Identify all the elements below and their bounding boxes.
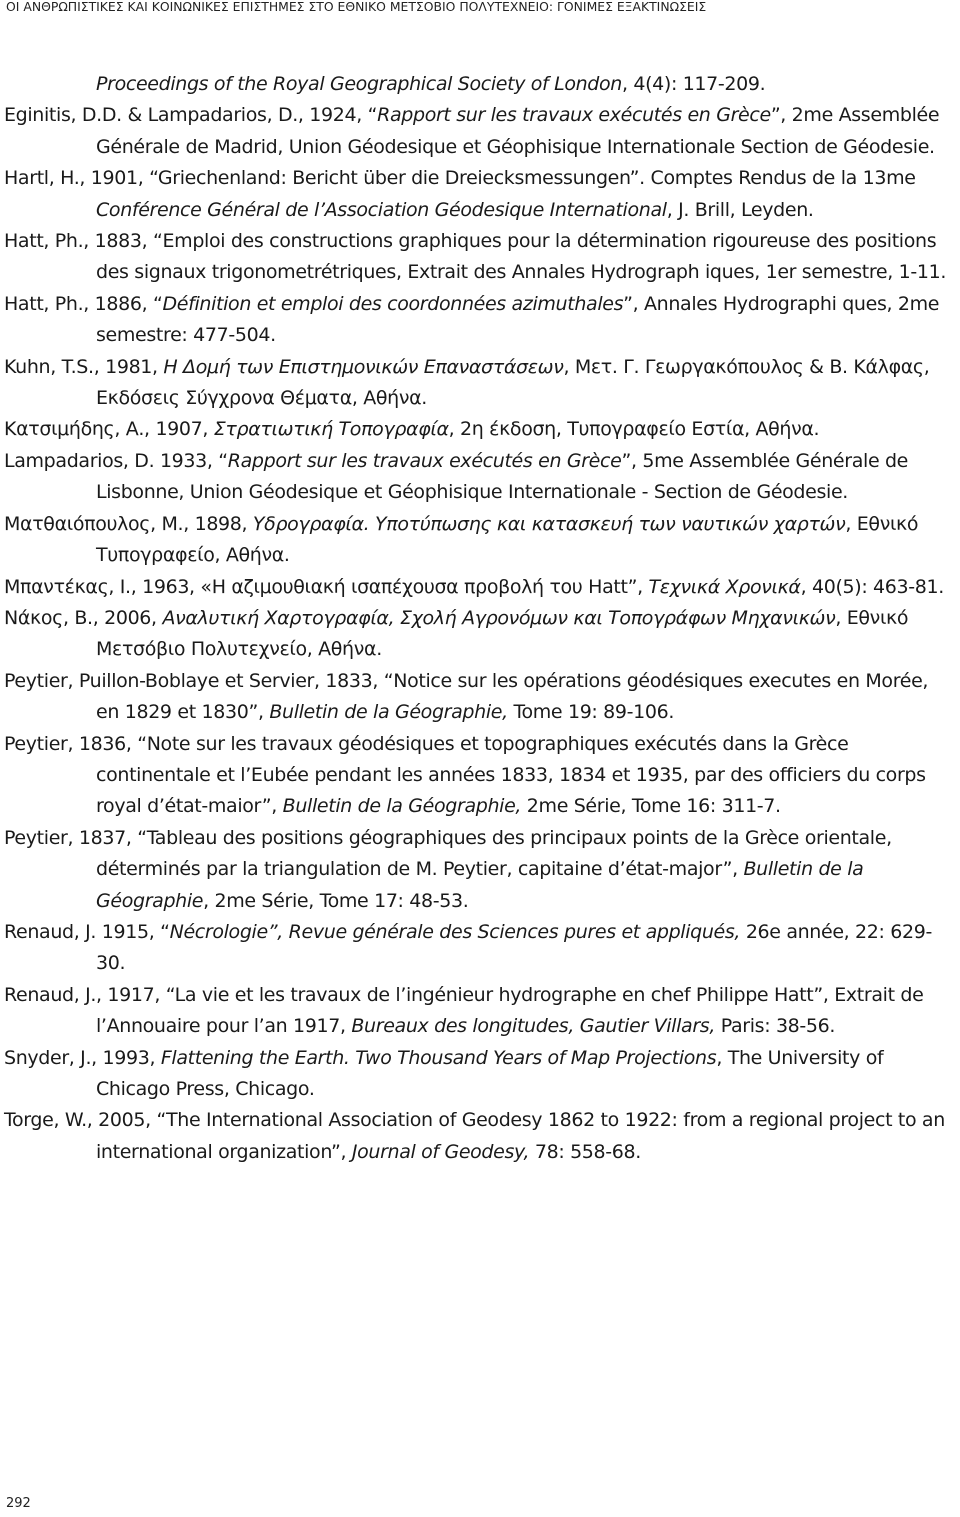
reference-text: Μπαντέκας, Ι., 1963, «Η αζιμουθιακή ισαπέχουσα προβολή του Hatt”, (4, 575, 649, 598)
reference-text: ”, Annales Hydrographi ques, 2me semestre: 477-504. (96, 292, 940, 347)
reference-entry (4, 289, 956, 352)
reference-text: Peytier, Puillon-Boblaye et Servier, 1833, “Notice sur les opérations géodésiques executes en Morée, en 1829 et 1830”, (4, 669, 929, 724)
reference-title-italic: Proceedings of the Royal Geographical Society of London (96, 73, 622, 95)
reference-text: Renaud, J. 1915, “ (4, 920, 170, 943)
reference-text: , 2me Série, Tome 17: 48-53. (203, 889, 469, 912)
reference-entry (4, 572, 956, 603)
reference-text: , 4(4): 117-209. (621, 73, 766, 95)
reference-text: 26e année, 22: 629-30. (96, 920, 932, 975)
reference-entry (4, 509, 956, 572)
reference-title-italic: Journal of Geodesy, (351, 1140, 530, 1163)
reference-text: 2me Série, Tome 16: 311-7. (521, 795, 781, 818)
reference-title-italic: Bulletin de la Géographie (96, 858, 864, 912)
reference-title-italic: Bulletin de la Géographie, (269, 701, 508, 724)
reference-text: Νάκος, Β., 2006, (4, 606, 163, 629)
reference-text: Hatt, Ph., 1883, “Emploi des constructions graphiques pour la détermination rigoureuse des positions des signaux trigonometrétriques, Extrait des Annales Hydrograph iques, 1er semestre, 1-11. (4, 230, 947, 284)
reference-title-italic: Στρατιωτική Τοπογραφία (213, 418, 449, 441)
reference-title-italic: Bureaux des longitudes, Gautier Villars, (351, 1015, 716, 1038)
reference-entry (4, 163, 956, 226)
reference-text: , Εθνικό Τυπογραφείο, Αθήνα. (96, 512, 919, 567)
reference-list (4, 69, 956, 1168)
reference-entry (4, 603, 956, 666)
reference-text: Peytier, 1836, “Note sur les travaux géodésiques et topographiques exécutés dans la Grèce continentale et l’Eubée pendant les années 1833, 1834 et 1935, par des officiers du corps royal d’état-maior”, (4, 732, 926, 818)
running-header: ΟΙ ΑΝΘΡΩΠΙΣΤΙΚΕΣ ΚΑΙ ΚΟΙΝΩΝΙΚΕΣ ΕΠΙΣΤΗΜΕΣ ΣΤΟ ΕΘΝΙΚΟ ΜΕΤΣΟΒΙΟ ΠΟΛΥΤΕΧΝΕΙΟ: ΓΟΝΙΜΕΣ ΕΞΑΚΤΙΝΩΣΕΙΣ (6, 0, 707, 14)
reference-entry (4, 100, 956, 163)
reference-entry (4, 352, 956, 415)
reference-text: , Εθνικό Μετσόβιο Πολυτεχνείο, Αθήνα. (96, 606, 909, 661)
reference-title-italic: Bulletin de la Géographie, (282, 795, 522, 818)
reference-entry (4, 1043, 956, 1106)
reference-text: Κατσιμήδης, Α., 1907, (4, 418, 214, 441)
reference-text: , 40(5): 463-81. (800, 575, 944, 598)
page-number: 292 (6, 1496, 31, 1511)
reference-title-italic: Υδρογραφία. Υποτύπωσης και κατασκευή των ναυτικών χαρτών (252, 512, 846, 535)
reference-entry (4, 917, 956, 980)
reference-entry (4, 414, 956, 445)
reference-text: Torge, W., 2005, “The International Association of Geodesy 1862 to 1922: from a regional project to an international organization”, (4, 1109, 945, 1163)
reference-text: Ματθαιόπουλος, Μ., 1898, (4, 512, 253, 535)
reference-text: Tome 19: 89-106. (507, 701, 675, 724)
reference-text: , Μετ. Γ. Γεωργακόπουλος & Β. Κάλφας, Εκδόσεις Σύγχρονα Θέματα, Αθήνα. (96, 355, 930, 410)
reference-entry (4, 1105, 956, 1168)
reference-entry (4, 980, 956, 1043)
reference-text: Hartl, H., 1901, “Griechenland: Bericht über die Dreiecksmessungen”. Comptes Rendus de la 13me (4, 167, 916, 190)
reference-text: Eginitis, D.D. & Lampadarios, D., 1924, “ (4, 104, 378, 127)
reference-title-italic: Flattening the Earth. Two Thousand Years of Map Projections (160, 1046, 717, 1069)
reference-title-italic: Rapport sur les travaux exécutés en Grèce (227, 449, 622, 472)
reference-title-italic: Αναλυτική Χαρτογραφία, Σχολή Αγρονόμων και Τοπογράφων Μηχανικών (162, 606, 836, 629)
reference-title-italic: Définition et emploi des coordonnées azimuthales (162, 292, 624, 315)
reference-entry (4, 446, 956, 509)
reference-text: Hatt, Ph., 1886, “ (4, 292, 163, 315)
reference-entry (4, 823, 956, 917)
reference-title-italic: Nécrologie”, Revue générale des Sciences pures et appliqués, (169, 920, 741, 943)
reference-text: ”, 5me Assemblée Générale de Lisbonne, Union Géodesique et Géophisique Internationale - Section de Géodesie. (96, 449, 909, 504)
reference-text: 78: 558-68. (529, 1140, 641, 1163)
reference-text: Renaud, J., 1917, “La vie et les travaux de l’ingénieur hydrographe en chef Philippe Hatt”, Extrait de l’Annouaire pour l’an 1917, (4, 983, 924, 1038)
reference-text: Snyder, J., 1993, (4, 1046, 161, 1069)
reference-text: , J. Brill, Leyden. (666, 198, 814, 221)
reference-text: Lampadarios, D. 1933, “ (4, 449, 228, 472)
reference-title-italic: Τεχνικά Χρονικά (648, 575, 801, 598)
reference-text: Kuhn, T.S., 1981, (4, 355, 164, 378)
reference-text: Peytier, 1837, “Tableau des positions géographiques des principaux points de la Grèce orientale, déterminés par la triangulation de M. Peytier, capitaine d’état-major”, (4, 826, 892, 881)
reference-title-italic: Η Δομή των Επιστημονικών Επαναστάσεων (163, 355, 564, 378)
reference-text: , The University of Chicago Press, Chicago. (96, 1046, 884, 1100)
reference-title-italic: Conférence Général de l’Association Géodesique International (96, 198, 667, 221)
reference-text: Paris: 38-56. (715, 1015, 836, 1038)
reference-title-italic: Rapport sur les travaux exécutés en Grèce (377, 104, 771, 127)
reference-entry (4, 666, 956, 729)
reference-text: , 2η έκδοση, Τυπογραφείο Εστία, Αθήνα. (448, 418, 820, 441)
reference-text: ”, 2me Assemblée Générale de Madrid, Union Géodesique et Géophisique Internationale Section de Géodesie. (96, 104, 940, 158)
reference-entry (4, 226, 956, 289)
reference-entry (4, 69, 956, 100)
reference-entry (4, 729, 956, 823)
